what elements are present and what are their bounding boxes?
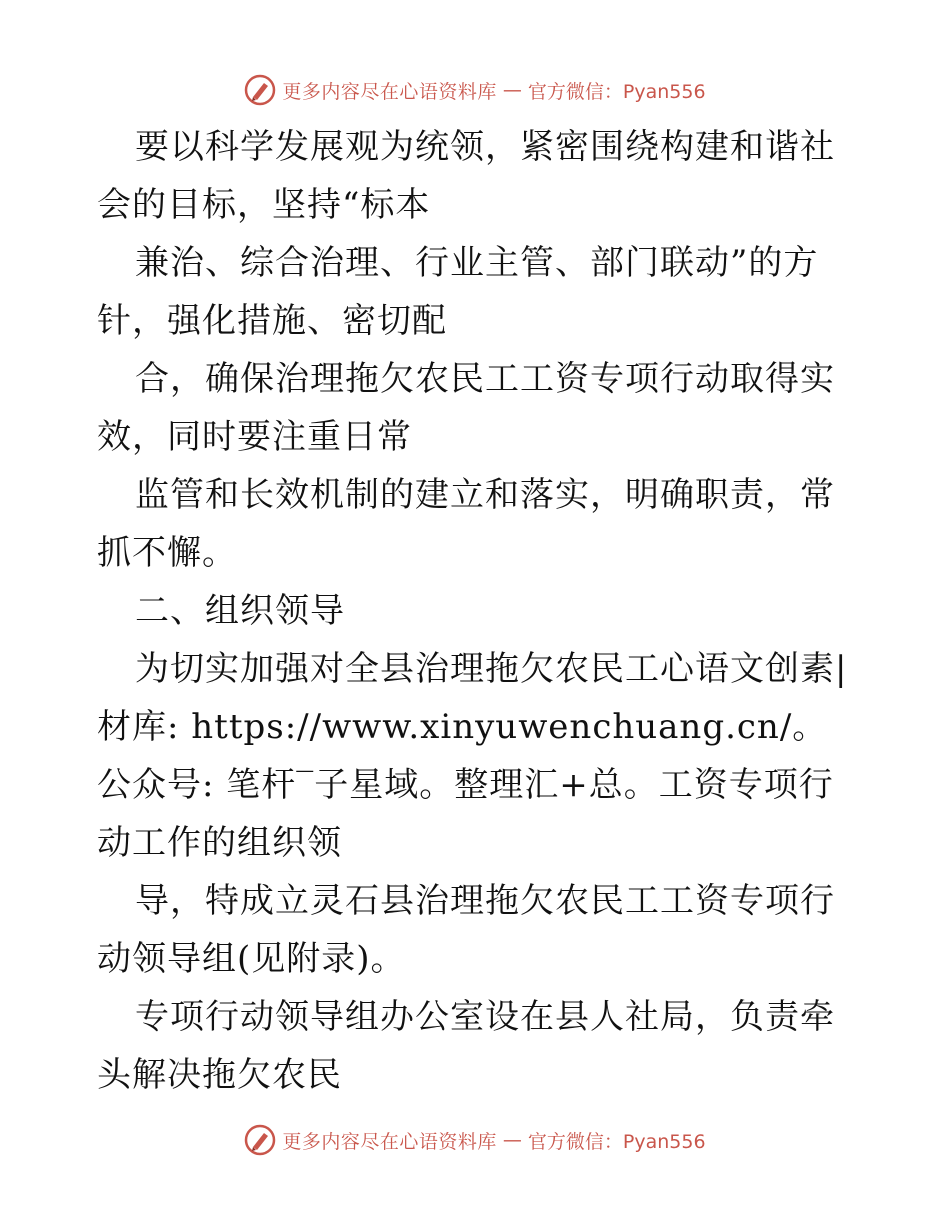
paragraph: 兼治、综合治理、行业主管、部门联动”的方针，强化措施、密切配 [97, 243, 819, 341]
watermark-text: 更多内容尽在心语资料库 [282, 1130, 497, 1153]
paragraph: 监管和长效机制的建立和落实，明确职责，常抓不懈。 [97, 475, 835, 573]
paragraph: 导，特成立灵石县治理拖欠农民工工资专项行动领导组(见附录)。 [97, 881, 835, 979]
watermark-wechat: 官方微信：Pyan556 [527, 1130, 706, 1153]
paragraph: 为切实加强对全县治理拖欠农民工心语文创素|材库: https://www.xinyuwenchuang.cn/。公众号: 笔杆‾子星域。整理汇+总。工资专项行动工作的组织领 [97, 649, 848, 863]
pen-logo-icon [244, 1124, 276, 1156]
paragraph: 合，确保治理拖欠农民工工资专项行动取得实效，同时要注重日常 [97, 359, 835, 457]
paragraph: 要以科学发展观为统领，紧密围绕构建和谐社会的目标，坚持“标本 [97, 127, 835, 225]
watermark-wechat: 官方微信：Pyan556 [527, 80, 706, 103]
footer-watermark [0, 1122, 950, 1158]
document-body [97, 118, 857, 1104]
watermark-text: 更多内容尽在心语资料库 [282, 80, 497, 103]
paragraph: 专项行动领导组办公室设在县人社局，负责牵头解决拖欠农民 [97, 997, 835, 1095]
pen-logo-icon [244, 74, 276, 106]
watermark-separator: — [502, 1129, 522, 1151]
watermark-separator: — [502, 79, 522, 101]
header-watermark [0, 72, 950, 108]
section-heading: 二、组织领导 [135, 591, 345, 631]
